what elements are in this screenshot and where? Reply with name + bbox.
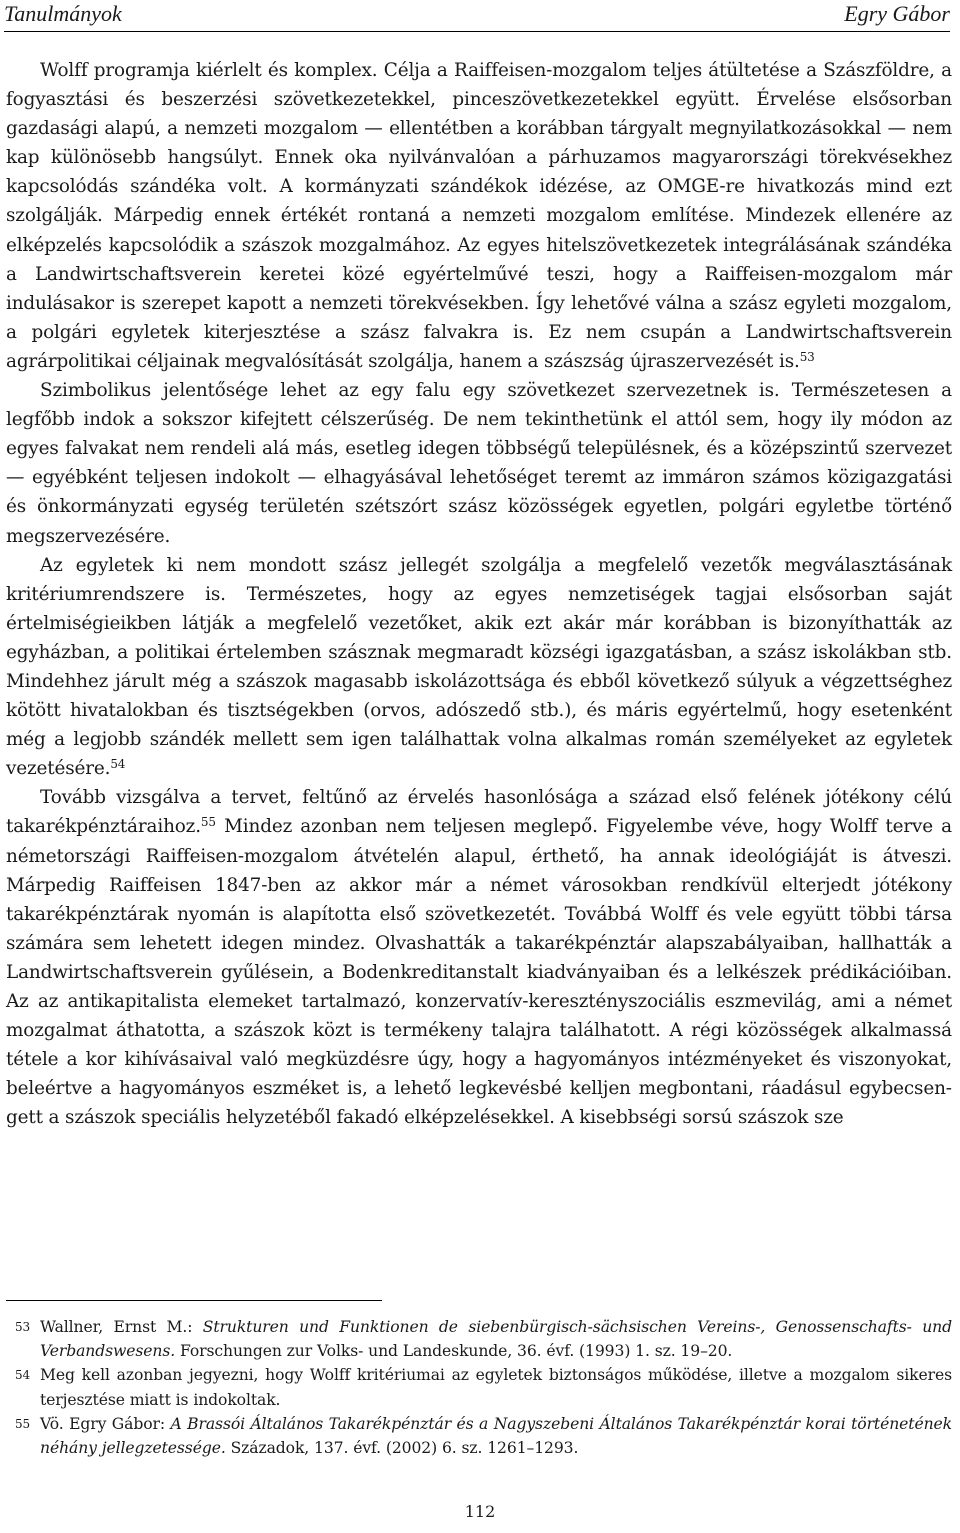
text-run: Meg kell azonban jegyezni, hogy Wolff kritériumai az egyletek biztonságos működése, illetve a mozgalom sikeres terjesztése miatt is indokoltak. — [40, 1366, 952, 1409]
text-run: Szimbolikus jelentősége lehet az egy falu egy szövetkezet szervezetnek is. Természetesen a legfőbb indok a sokszor kifejtett célszerűség. De nem tekinthetünk el attól sem, hogy ily módon az egyes falvakat nem rendeli alá más, esetleg idegen többségű településnek, és a középszintű szervezet — egyébként teljesen indokolt — elhagyásával lehetőséget teremt az immáron számos közigazgatási és önkormányzati egység területén szétszórt szász közösségek egyetlen, polgári egyletbe történő megszervezésére. — [6, 380, 952, 547]
text-run: Forschungen zur Volks- und Landeskunde, 36. évf. (1993) 1. sz. 19–20. — [175, 1342, 733, 1361]
footnotes — [6, 1315, 952, 1460]
paragraph — [6, 783, 952, 1132]
text-run: Mindez azonban nem teljesen meglepő. Figyelembe véve, hogy Wolff terve a németországi Raiffeisen-mozgalom átvételén alapul, érthető, ha annak ideológiáját is átveszi. Márpedig Raiffeisen 1847-ben az akkor már a német városokban rendkívül elterjedt jótékony takarékpénztárak nyomán is alapította első szövetkezetét. Továbbá Wolff és vele együtt többi társa számára sem lehetett idegen mindez. Olvashatták a takarékpénztár alapszabályaiban, hallhatták a Landwirtschaftsverein gyűlésein, a Bodenkreditanstalt kiadványaiban és a lelkészek prédikációiban. Az az antikapitalista elemeket tartalmazó, konzervatív-keresztényszociális eszmevilág, ami a német mozgalmat áthatotta, a szászok közt is termékeny talajra találhatott. A régi közösségek alkalmassá tétele a kor kihívásaival való megküzdésre úgy, hogy a hagyományos intézményeket és viszonyokat, beleértve a hagyományos eszméket is, a lehető legkevésbé kelljen megbontani, ráadásul egybecsengett a szászok speciális helyzetéből fakadó elképzelésekkel. A kisebbségi sorsú szászok sze — [6, 816, 952, 1129]
footnote — [6, 1363, 952, 1411]
footnote-text — [40, 1363, 952, 1411]
text-run: Századok, 137. évf. (2002) 6. sz. 1261–1293. — [225, 1439, 579, 1458]
italic-title: Strukturen und Funktionen de siebenbürgisch-sächsischen Vereins-, Genossenschafts- und Verbandswesens. — [40, 1318, 952, 1361]
paragraph — [6, 56, 952, 376]
text-run: Wallner, Ernst M.: — [40, 1318, 203, 1336]
text-run: Az egyletek ki nem mondott szász jellegét szolgálja a megfelelő vezetők megválasztásának kritériumrendszere is. Természetes, hogy az egyes nemzetiségek tagjai elsősorban saját értelmiségieikben látják a megfelelő vezetőket, akik ezt akár már korábban is bizonyíthatták az egyházban, a politikai értelemben szásznak megmaradt községi igazgatásban, a szász iskolákban stb. Mindehhez járult még a szászok magasabb iskolázottsága és ebből következő súlyuk a végzettséghez kötött hivatalokban és tisztségekben (orvos, adószedő stb.), és máris egyértelmű, hogy esetenként még a legjobb szándék mellett sem igen találhattak volna alkalmas román személyeket az egyletek vezetésére. — [6, 554, 952, 780]
footnote-separator — [6, 1300, 382, 1301]
footnote-text — [40, 1412, 952, 1460]
main-text — [6, 56, 952, 1132]
header-author: Egry Gábor — [844, 1, 950, 26]
footnote-reference: 55 — [200, 815, 216, 830]
text-run: Tovább vizsgálva a tervet, feltűnő az érvelés hasonlósága a század első felének jótékony célú takarékpénztáraihoz. — [6, 787, 952, 838]
text-run: Vö. Egry Gábor: — [40, 1414, 171, 1433]
footnote-number: 55 — [15, 1416, 31, 1431]
footnote-reference: 53 — [799, 349, 815, 364]
footnote-number: 54 — [15, 1368, 31, 1383]
header-section-title: Tanulmányok — [4, 1, 122, 26]
paragraph — [6, 551, 952, 784]
paragraph — [6, 376, 952, 551]
italic-title: A Brassói Általános Takarékpénztár és a Nagyszebeni Általános Takarékpénztár korai történetének néhány jellegzetessége. — [40, 1414, 952, 1458]
page-number: 112 — [464, 1502, 496, 1521]
footnote — [6, 1412, 952, 1460]
footnote-reference: 54 — [110, 757, 126, 772]
footnote-text — [40, 1315, 952, 1363]
running-header — [4, 0, 950, 32]
footnote-number: 53 — [15, 1320, 31, 1334]
footnote — [6, 1315, 952, 1363]
text-run: Wolff programja kiérlelt és komplex. Célja a Raiffeisen-mozgalom teljes átültetése a Szászföldre, a fogyasztási és beszerzési szövetkezetekkel, pinceszövetkezetekkel együtt. Érvelése elsősorban gazdasági alapú, a nemzeti mozgalom — ellentétben a korábban tárgyalt megnyilatkozásokkal — nem kap különösebb hangsúlyt. Ennek oka nyilvánvalóan a párhuzamos magyarországi törekvésekhez kapcsolódás szándéka volt. A kormányzati szándékok idézése, az OMGE-re hivatkozás mind ezt szolgálják. Márpedig ennek értékét rontaná a nemzeti mozgalom említése. Mindezek ellenére az elképzelés kapcsolódik a szászok mozgalmához. Az egyes hitelszövetkezetek integrálásának szándéka a Landwirtschaftsverein keretei közé egyértelművé teszi, hogy a Raiffeisen-mozgalom már indulásakor is szerepet kapott a nemzeti törekvésekben. Így lehetővé válna a szász egyleti mozgalom, a polgári egyletek kiterjesztése a szász falvakra is. Ez nem csupán a Landwirtschaftsverein agrárpolitikai céljainak megvalósítását szolgálja, hanem a szászság újraszervezését is. — [6, 60, 952, 372]
